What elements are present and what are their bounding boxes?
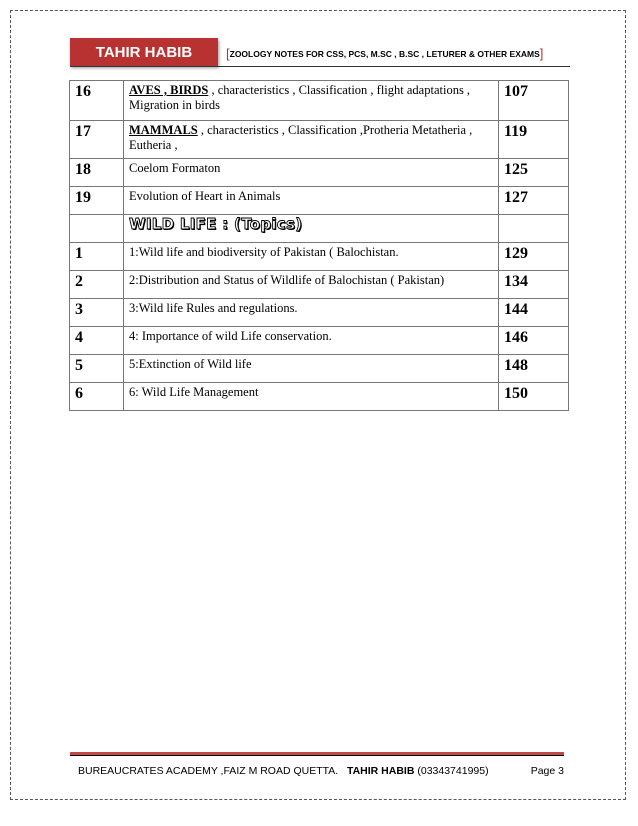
header-author-name: TAHIR HABIB xyxy=(95,43,193,61)
row-number: 5 xyxy=(70,355,124,383)
row-page: 127 xyxy=(499,187,569,215)
table-row xyxy=(70,121,569,159)
row-number-empty xyxy=(70,215,124,243)
row-topic-text: , characteristics , Classification ,Protheria Metatheria , Eutheria , xyxy=(129,123,473,152)
row-page: 150 xyxy=(499,383,569,411)
row-number: 19 xyxy=(70,187,124,215)
table-row xyxy=(70,159,569,187)
row-page: 125 xyxy=(499,159,569,187)
row-topic xyxy=(124,81,499,121)
footer-phone: (03343741995) xyxy=(417,765,489,777)
row-page: 134 xyxy=(499,271,569,299)
page-footer xyxy=(78,765,564,777)
row-page: 107 xyxy=(499,81,569,121)
row-topic: 2:Distribution and Status of Wildlife of Balochistan ( Pakistan) xyxy=(124,271,499,299)
table-row xyxy=(70,187,569,215)
header-divider xyxy=(70,66,570,67)
row-topic: 6: Wild Life Management xyxy=(124,383,499,411)
table-row xyxy=(70,81,569,121)
table-row xyxy=(70,243,569,271)
row-number: 16 xyxy=(70,81,124,121)
row-page: 146 xyxy=(499,327,569,355)
row-number: 1 xyxy=(70,243,124,271)
row-number: 18 xyxy=(70,159,124,187)
row-topic: 5:Extinction of Wild life xyxy=(124,355,499,383)
row-topic: Evolution of Heart in Animals xyxy=(124,187,499,215)
row-number: 2 xyxy=(70,271,124,299)
table-row xyxy=(70,271,569,299)
header-bracket-open: [ xyxy=(226,46,230,61)
row-number: 17 xyxy=(70,121,124,159)
header-subtitle xyxy=(226,46,543,61)
footer-contact xyxy=(78,765,489,777)
row-page: 129 xyxy=(499,243,569,271)
row-topic xyxy=(124,121,499,159)
row-number: 6 xyxy=(70,383,124,411)
row-topic: 4: Importance of wild Life conservation. xyxy=(124,327,499,355)
footer-author: TAHIR HABIB xyxy=(346,765,415,777)
header-bracket-close: ] xyxy=(539,46,544,61)
footer-address: BUREAUCRATES ACADEMY ,FAIZ M ROAD QUETTA. xyxy=(78,765,339,777)
table-row xyxy=(70,327,569,355)
footer-page-number: Page 3 xyxy=(530,765,564,777)
row-topic: 1:Wild life and biodiversity of Pakistan ( Balochistan. xyxy=(124,243,499,271)
row-topic: 3:Wild life Rules and regulations. xyxy=(124,299,499,327)
section-row xyxy=(70,215,569,243)
table-row xyxy=(70,355,569,383)
row-page-empty xyxy=(499,215,569,243)
section-cell xyxy=(124,215,499,243)
row-topic: Coelom Formaton xyxy=(124,159,499,187)
footer-divider xyxy=(70,755,564,756)
section-title: WILD LIFE : (Topics) xyxy=(129,215,303,233)
header-subtitle-text: ZOOLOGY NOTES FOR CSS, PCS, M.SC , B.SC , LETURER & OTHER EXAMS xyxy=(229,49,540,59)
header-author-tab xyxy=(70,38,218,66)
row-topic-keyword: AVES , BIRDS xyxy=(129,83,209,97)
row-topic-keyword: MAMMALS xyxy=(129,123,198,137)
row-page: 148 xyxy=(499,355,569,383)
row-topic-text: , characteristics , Classification , flight adaptations , Migration in birds xyxy=(129,83,471,112)
contents-table xyxy=(69,80,569,411)
row-page: 144 xyxy=(499,299,569,327)
table-row xyxy=(70,383,569,411)
table-row xyxy=(70,299,569,327)
row-number: 4 xyxy=(70,327,124,355)
row-number: 3 xyxy=(70,299,124,327)
row-page: 119 xyxy=(499,121,569,159)
